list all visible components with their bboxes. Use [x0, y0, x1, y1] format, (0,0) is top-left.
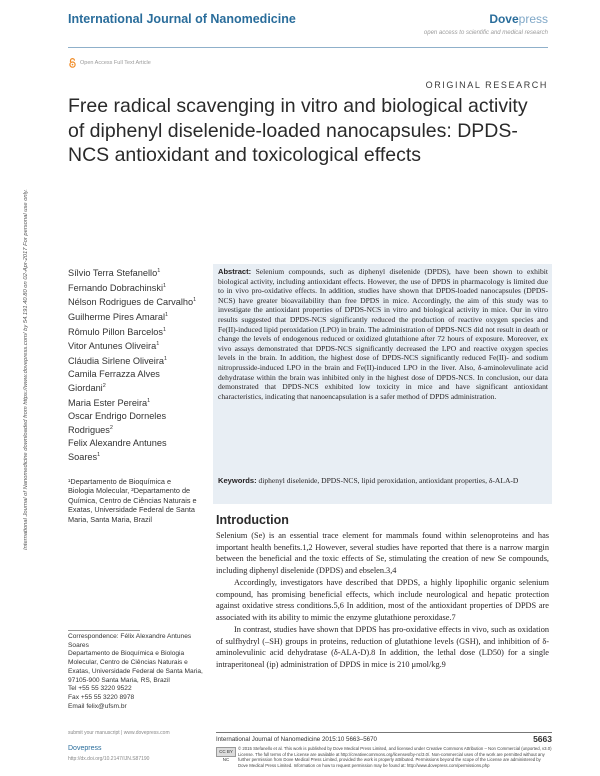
- author-name: [68, 353, 198, 368]
- author-name: [68, 294, 198, 309]
- author-affiliation-mark: 1: [193, 297, 197, 304]
- correspondence-name: Correspondence: Félix Alexandre Antunes Soares: [68, 633, 192, 649]
- author-name: [68, 410, 198, 437]
- submit-link[interactable]: submit your manuscript | www.dovepress.com: [68, 730, 170, 736]
- author-affiliation-mark: 1: [165, 311, 169, 318]
- author-name: [68, 368, 198, 395]
- intro-body: [216, 530, 549, 670]
- author-name-text: Maria Ester Pereira: [68, 397, 148, 408]
- keywords: [218, 476, 548, 486]
- license-text: © 2015 Stefanello et al. This work is published by Dove Medical Press Limited, and licensed under Creative Commons Attribution – Non Commercial (unported, v3.0) License. The full terms of the License are available at http://creativecommons.org/licenses/by-nc/3.0/. Non-commercial uses of the work are permitted without any further permission from Dove Medical Press Limited, provided the work is properly attributed. Permissions beyond the scope of the License are administered by Dove Medical Press Limited. Information on how to request permission may be found at: http://www.dovepress.com/permissions.php: [238, 746, 552, 769]
- author-name: [68, 395, 198, 410]
- intro-heading: Introduction: [216, 513, 289, 527]
- intro-paragraph: In contrast, studies have shown that DPDS has pro-oxidative effects in vivo, such as oxidation of sulfhydryl (–SH) groups in proteins, reduction of glutathione levels (GSH), and inhibition of δ-aminolevulinic acid dehydratase (δ-ALA-D).8 In addition, the lethal dose (LD50) for a single intraperitoneal (ip) administration of DPDS in mice is 210 μmol/kg.9: [216, 625, 549, 669]
- journal-name[interactable]: International Journal of Nanomedicine: [68, 12, 296, 26]
- abstract: [218, 267, 548, 401]
- header-rule: [68, 47, 548, 48]
- author-affiliation-mark: 1: [147, 397, 151, 404]
- keywords-label: Keywords:: [218, 476, 257, 485]
- intro-paragraph: Selenium (Se) is an essential trace element for mammals found within selenoproteins and has important health benefits.1,2 However, several studies have reported that there is a narrow margin between the beneficial and the toxic effects of Se, stimulating the creation of new Se compounds, including diphenyl diselenide (DPDS) and ebselen.3,4: [216, 531, 549, 575]
- correspondence-rule: [68, 630, 140, 631]
- correspondence-tel: Tel +55 55 3220 9522: [68, 685, 132, 693]
- author-affiliation-mark: 1: [156, 341, 160, 348]
- author-name-text: Sílvio Terra Stefanello: [68, 268, 158, 279]
- dovepress-logo[interactable]: [489, 12, 548, 26]
- keywords-text: diphenyl diselenide, DPDS-NCS, lipid peroxidation, antioxidant properties, δ-ALA-D: [256, 476, 519, 485]
- page-number: 5663: [533, 734, 552, 744]
- author-affiliation-mark: 2: [102, 383, 106, 390]
- correspondence-fax: Fax +55 55 3220 8978: [68, 693, 135, 701]
- author-name-text: Camila Ferrazza Alves Giordani: [68, 368, 160, 394]
- footer-rule: [216, 732, 552, 733]
- author-name-text: Cláudia Sirlene Oliveira: [68, 356, 165, 366]
- open-access-badge: [68, 58, 151, 68]
- author-affiliation-mark: 1: [164, 355, 168, 362]
- author-name: [68, 309, 198, 324]
- correspondence-address: Departamento de Bioquímica e Biologia Molecular, Centro de Ciências Naturais e Exatas, Universidade Federal de Santa Maria, 97105-900 Santa Maria, RS, Brazil: [68, 650, 203, 684]
- abstract-text: Selenium compounds, such as diphenyl diselenide (DPDS), have been shown to exhibit biological activity, including antioxidant effects. However, the use of DPDS in pharmacology is limited due to in vivo pro-oxidative effects. In addition, studies have shown that DPDS-loaded nanocapsules (DPDS-NCS) have greater bioavailability than free DPDS in mice. Accordingly, the aim of this study was to investigate the antioxidant properties of DPDS-NCS in vitro and biological activity in mice. Our in vitro results suggested that DPDS-NCS significantly reduced the production of reactive oxygen species and Fe(II)-induced lipid peroxidation (LPO) in brain. The administration of DPDS-NCS did not result in death or change the levels of endogenous reduced or oxidized glutathione after 72 hours of exposure. Moreover, ex vivo assays demonstrated that DPDS-NCS significantly decreased the LPO and reactive oxygen species levels in the brain. In addition, the highest dose of DPDS-NCS significantly reduced Fe(II)- and sodium nitroprusside-induced LPO in the brain and Fe(II)-induced LPO in the liver. Also, δ-aminolevulinate acid dehydratase within the brain was inhibited only in the highest dose of DPDS-NCS. In conclusion, our data demonstrated that DPDS-NCS exhibited low toxicity in mice and have significant antioxidant characteristics, indicating that nanoencapsulation is a safer method of DPDS administration.: [218, 267, 548, 401]
- abstract-label: Abstract:: [218, 267, 252, 276]
- open-access-label: Open Access Full Text Article: [80, 60, 151, 66]
- correspondence: [68, 633, 206, 711]
- author-name-text: Fernando Dobrachinski: [68, 282, 163, 293]
- author-affiliation-mark: 1: [162, 326, 167, 333]
- author-name-text: Guilherme Pires Amaral: [68, 312, 166, 323]
- author-list: [68, 265, 198, 464]
- creative-commons-icon[interactable]: CC BY NC: [216, 747, 236, 757]
- author-affiliation-mark: 1: [157, 268, 161, 274]
- author-name-text: Felix Alexandre Antunes Soares: [68, 437, 167, 463]
- download-note: [22, 130, 42, 550]
- author-name: [68, 338, 198, 353]
- author-affiliation-mark: 1: [163, 282, 167, 289]
- author-name-text: Oscar Endrigo Dorneles Rodrigues: [68, 410, 167, 436]
- correspondence-email[interactable]: Email felix@ufsm.br: [68, 702, 127, 710]
- download-note-text: International Journal of Nanomedicine downloaded from https://www.dovepress.com/ by 54.191.40.80 on 02-Apr-2017 For personal use only.: [23, 188, 29, 550]
- brand-press: press: [518, 12, 548, 26]
- intro-paragraph: Accordingly, investigators have described that DPDS, a highly lipophilic organic selenium compound, has promising beneficial effects, which include neurological and hepatic protection against oxidative stress conditions.5,6 In addition, most of the antioxidant properties of DPDS are associated with its ability to mimic the enzyme glutathione peroxidase.7: [216, 578, 549, 622]
- author-name-text: Rômulo Pillon Barcelos: [68, 326, 163, 337]
- brand-tagline: open access to scientific and medical research: [423, 30, 548, 36]
- affiliation: ¹Departamento de Bioquímica e Biologia Molecular, ²Departamento de Química, Centro de Ciências Naturais e Exatas, Universidade Federal de Santa Maria, Santa Maria, Brazil: [68, 477, 197, 524]
- doi-link[interactable]: http://dx.doi.org/10.2147/IJN.S87190: [68, 756, 150, 762]
- author-name-text: Nélson Rodrigues de Carvalho: [68, 297, 194, 308]
- author-affiliation-mark: 1: [97, 452, 101, 459]
- open-access-lock-icon: [68, 58, 77, 68]
- author-name: [68, 265, 198, 280]
- author-name-text: Vitor Antunes Oliveira: [68, 341, 157, 352]
- citation: International Journal of Nanomedicine 2015:10 5663–5670: [216, 736, 377, 743]
- author-name: [68, 324, 198, 339]
- author-name: [68, 437, 198, 464]
- author-name: [68, 280, 198, 295]
- footer-brand[interactable]: Dovepress: [68, 745, 102, 752]
- section-label: ORIGINAL RESEARCH: [425, 80, 548, 90]
- author-affiliation-mark: 2: [109, 425, 113, 432]
- brand-dove: Dove: [489, 12, 519, 26]
- article-title: Free radical scavenging in vitro and biological activity of diphenyl diselenide-loaded nanocapsules: DPDS-NCS antioxidant and toxicological effects: [68, 95, 528, 166]
